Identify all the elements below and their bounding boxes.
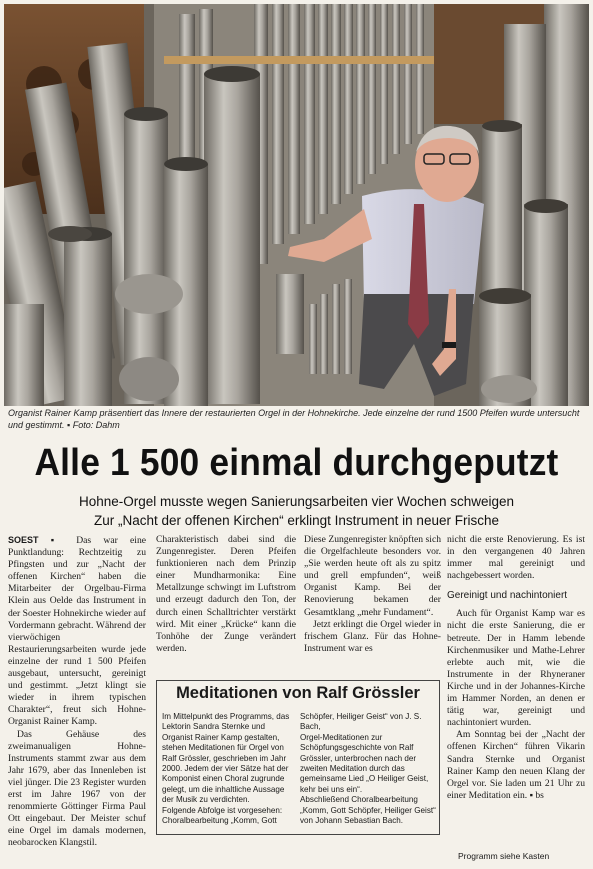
article-column-3 [304, 534, 441, 655]
article-column-1 [8, 534, 146, 849]
section-subhead: Gereinigt und nachintoniert [447, 590, 568, 602]
subtitle-1: Hohne-Orgel musste wegen Sanierungsarbeiten vier Wochen schweigen [79, 494, 514, 509]
paragraph: Auch für Organist Kamp war es nicht die erste Sanierung, die er betreute. Der in Hamm lebende Kirchenmusiker und Mathe-Lehrer erlebte auch mit, wie die Instrumente in der Rhyneraner Kirche und in der Johannes-Kirche im Hammer Norden, an denen er tätig war, gereinigt und nachintoniert wurden. [447, 608, 585, 729]
info-box [156, 680, 440, 835]
article-column-4 [447, 534, 585, 802]
paragraph: Abschließend Choralbearbeitung „Komm, Gott Schöpfer, Heiliger Geist“ von Johann Sebastian Bach. [300, 795, 436, 826]
article-column-2 [156, 534, 296, 655]
paragraph: nicht die erste Renovierung. Es ist in den vergangenen 40 Jahren immer mal gereinigt und nachgebessert worden. [447, 534, 585, 582]
paragraph: Orgel-Meditationen zur Schöpfungsgeschichte von Ralf Grössler, unterbrochen nach der zweiten Meditation durch das gemeinsame Lied „O Heiliger Geist, kehr bei uns ein“. [300, 732, 429, 794]
article-photo [4, 4, 589, 406]
photo-caption: Organist Rainer Kamp präsentiert das Innere der restaurierten Orgel in der Hohnekirche. Jede einzelne der rund 1500 Pfeifen wurde untersucht und gestimmt. ▪ Foto: Dahm [8, 408, 580, 430]
paragraph: Charakteristisch dabei sind die Zungenregister. Deren Pfeifen funktionieren nach dem Prinzip einer Mundharmonika: Eine Metallzunge schwingt im Luftstrom und erzeugt dadurch den Ton, der durch einen Schalltrichter verstärkt wird. Mit einer „Krücke“ kann die Tonhöhe der Zunge verändert werden. [156, 534, 296, 654]
info-box-column-2 [300, 712, 436, 826]
paragraph: Am Sonntag bei der „Nacht der offenen Kirchen“ führen Vikarin Sandra Sternke und Organist Rainer Kamp den neuen Klang der Orgel vor. Sie laden um 21 Uhr zu einer Meditation ein. ▪ bs [447, 729, 585, 801]
organ-pipes-photo [4, 4, 589, 406]
info-box-column-1 [162, 712, 294, 826]
paragraph: Im Mittelpunkt des Programms, das Lektorin Sandra Sternke und Organist Rainer Kamp gestalten, stehen Meditationen für Orgel von Ralf Grössler, geschrieben im Jahr 2000. Jedem der vier Sätze hat der Komponist einen Choral zugrunde gelegt, um die inhaltliche Aussage der Musik zu verdichten. [162, 712, 290, 805]
footer-note: Programm siehe Kasten [458, 851, 550, 861]
paragraph: Diese Zungenregister knöpften sich die Orgelfachleute besonders vor. „Sie werden heute oft als zu spitz und grell empfunden“, weiß Organist Kamp. Bei der Renovierung bekamen der Gesamtklang „mehr Fundament“. [304, 534, 441, 618]
paragraph: Folgende Abfolge ist vorgesehen: Choralbearbeitung „Komm, Gott [162, 805, 283, 826]
paragraph: Das Gehäuse des zweimanualigen Hohne-Instruments stammt zwar aus dem Jahr 1679, aber das Innenleben ist viel jünger. Die 23 Register wurden erst im Jahre 1967 von der renommierte Göttinger Firma Paul Ott eingebaut. Der Meister schuf eine Orgel im damals modernen, neobarocken Klangstil. [8, 728, 146, 849]
subtitle-2: Zur „Nacht der offenen Kirchen“ erklingt Instrument in neuer Frische [94, 513, 499, 528]
info-box-title: Meditationen von Ralf Grössler [176, 684, 420, 702]
headline: Alle 1 500 einmal durchgeputzt [34, 442, 559, 484]
paragraph: SOEST ▪ Das war eine Punktlandung: Rechtzeitig zu Pfingsten und zur „Nacht der offenen Kirchen“ haben die Mitarbeiter der Orgelbau-Firma Klein aus Oelde das Instrument in der Soester Hohnekirche wieder auf Vordermann gebracht. Während der vierwöchigen Restaurierungsarbeiten wurde jede einzelne der rund 1 500 Pfeifen ausgebaut, untersucht, gereinigt und gestimmt. „Jetzt klingt sie wieder in ihrem typischen Charakter“, freut sich Hohne-Organist Rainer Kamp. [8, 535, 146, 728]
paragraph: Jetzt erklingt die Orgel wieder in frischem Glanz. Für das Hohne-Instrument war es [304, 618, 441, 654]
dateline: SOEST [8, 535, 39, 545]
paragraph: Schöpfer, Heiliger Geist“ von J. S. Bach, [300, 712, 422, 732]
